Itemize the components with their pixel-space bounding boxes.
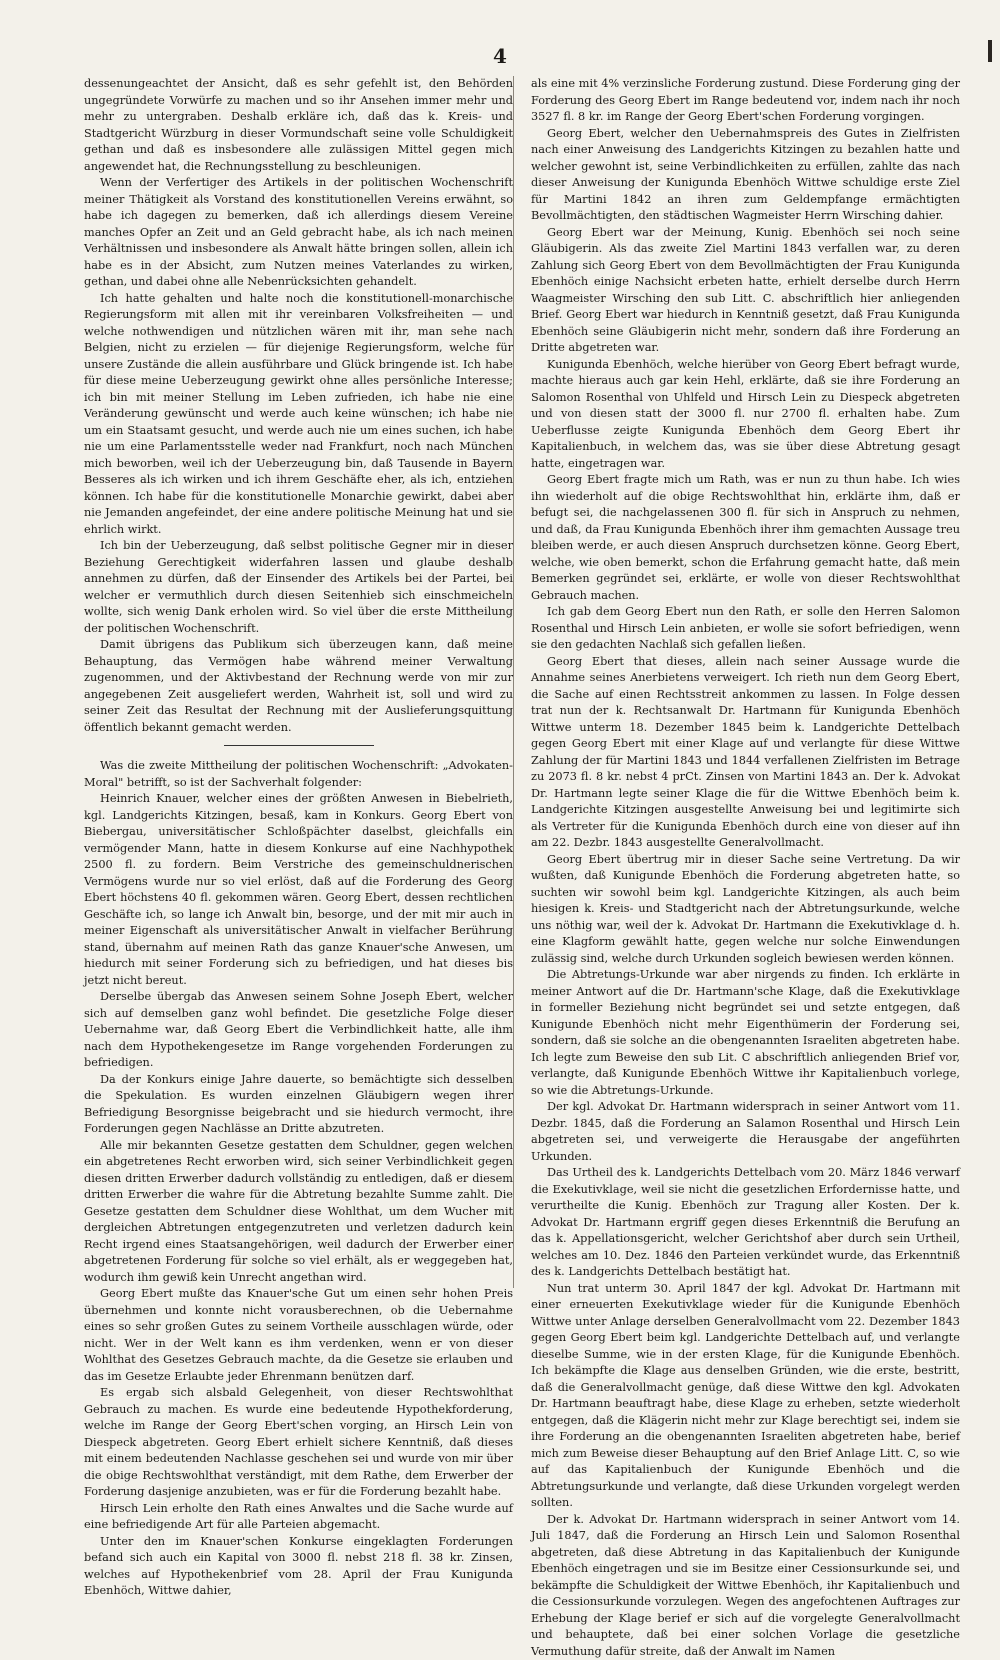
paragraph: Die Abtretungs-Urkunde war aber nirgends zu finden. Ich erklärte in meiner Antwort auf die Dr. Hartmann'sche Klage, daß die Exekutivklage in formeller Beziehung nicht begründet sei und setzte entgegen, daß Kunigunde Ebenhöch nicht mehr Eigenthümerin der Forderung sei, sondern, daß sie solche an die obengenannten Israeliten abgetreten habe. Ich legte zum Beweise den sub Lit. C abschriftlich anliegenden Brief vor, verlangte, daß Kunigunde Ebenhöch Wittwe ihr Kapitalienbuch vorlege, so wie die Abtretungs-Urkunde. (531, 967, 960, 1099)
corner-mark (988, 40, 992, 62)
paragraph: Georg Ebert war der Meinung, Kunig. Ebenhöch sei noch seine Gläubigerin. Als das zweite Ziel Martini 1843 verfallen war, zu deren Zahlung sich Georg Ebert von dem Bevollmächtigten der Frau Kunigunda Ebenhöch einige Nachsicht erbeten hatte, erhielt derselbe durch Herrn Waagmeister Wirsching den sub Litt. C. abschriftlich hier anliegenden Brief. Georg Ebert war hiedurch in Kenntniß gesetzt, daß Frau Kunigunda Ebenhöch seine Gläubigerin nicht mehr, sondern daß ihre Forderung an Dritte abgetreten war. (531, 225, 960, 357)
paragraph: Georg Ebert fragte mich um Rath, was er nun zu thun habe. Ich wies ihn wiederholt auf die obige Rechtswohlthat hin, erklärte ihm, daß er befugt sei, die nachgelassenen 300 fl. für sich in Anspruch zu nehmen, und daß, da Frau Kunigunda Ebenhöch ihrer ihm gemachten Aussage treu bleiben werde, er auch diesen Anspruch durchsetzen könne. Georg Ebert, welche, wie oben bemerkt, schon die Erfahrung gemacht hatte, daß mein Bemerken gegründet sei, erklärte, er wolle von dieser Rechtswohlthat Gebrauch machen. (531, 472, 960, 604)
paragraph: Georg Ebert übertrug mir in dieser Sache seine Vertretung. Da wir wußten, daß Kunigunde Ebenhöch die Forderung abgetreten hatte, so suchten wir sowohl beim kgl. Landgerichte Kitzingen, als auch beim hiesigen k. Kreis- und Stadtgericht nach der Abtretungsurkunde, welche uns nöthig war, weil der k. Advokat Dr. Hartmann die Exekutivklage d. h. eine Klagform gewählt hatte, gegen welche nur solche Einwendungen zulässig sind, welche durch Urkunden sogleich bewiesen werden können. (531, 852, 960, 968)
paragraph: Wenn der Verfertiger des Artikels in der politischen Wochenschrift meiner Thätigkeit als Vorstand des konstitutionellen Vereins erwähnt, so habe ich dagegen zu bemerken, daß ich allerdings diesem Vereine manches Opfer an Zeit und an Geld gebracht habe, als ich nach meinen Verhältnissen und insbesondere als Anwalt hätte bringen sollen, allein ich habe es in der Absicht, zum Nutzen meines Vaterlandes zu wirken, gethan, und dabei ohne alle Nebenrücksichten gehandelt. (84, 175, 513, 291)
paragraph: Der kgl. Advokat Dr. Hartmann widersprach in seiner Antwort vom 11. Dezbr. 1845, daß die Forderung an Salamon Rosenthal und Hirsch Lein abgetreten sei, und verweigerte die Herausgabe der angeführten Urkunden. (531, 1099, 960, 1165)
left-column (84, 76, 513, 1288)
paragraph: Hirsch Lein erholte den Rath eines Anwaltes und die Sache wurde auf eine befriedigende Art für alle Parteien abgemacht. (84, 1501, 513, 1534)
section-rule (224, 745, 374, 746)
paragraph: Nun trat unterm 30. April 1847 der kgl. Advokat Dr. Hartmann mit einer erneuerten Exekutivklage wieder für die Kunigunde Ebenhöch Wittwe unter Anlage derselben Generalvollmacht vom 22. Dezember 1843 gegen Georg Ebert beim kgl. Landgerichte Dettelbach auf, und verlangte dieselbe Summe, wie in der ersten Klage, für die Kunigunde Ebenhöch. Ich bekämpfte die Klage aus denselben Gründen, wie die erste, bestritt, daß die Generalvollmacht genüge, daß diese Wittwe den kgl. Advokaten Dr. Hartmann beauftragt habe, diese Klage zu erheben, setzte wiederholt entgegen, daß die Klägerin nicht mehr zur Klage berechtigt sei, indem sie ihre Forderung an die obengenannten Israeliten abgetreten habe, berief mich zum Beweise dieser Behauptung auf den Brief Anlage Litt. C, so wie auf das Kapitalienbuch der Kunigunde Ebenhöch und die Abtretungsurkunde und verlangte, daß diese Urkunden vorgelegt werden sollten. (531, 1281, 960, 1512)
page-number: 4 (0, 44, 1000, 68)
paragraph: Da der Konkurs einige Jahre dauerte, so bemächtigte sich desselben die Spekulation. Es wurden einzelnen Gläubigern wegen ihrer Befriedigung Besorgnisse beigebracht und sie hiedurch vermocht, ihre Forderungen gegen Nachlässe an Dritte abzutreten. (84, 1072, 513, 1138)
paragraph: Damit übrigens das Publikum sich überzeugen kann, daß meine Behauptung, das Vermögen habe während meiner Verwaltung zugenommen, und der Aktivbestand der Rechnung werde von mir zur angegebenen Zeit ausgeliefert werden, Wahrheit ist, soll und wird zu seiner Zeit das Resultat der Rechnung mit der Auslieferungsquittung öffentlich bekannt gemacht werden. (84, 637, 513, 736)
paragraph: Ich gab dem Georg Ebert nun den Rath, er solle den Herren Salomon Rosenthal und Hirsch Lein anbieten, er wolle sie sofort befriedigen, wenn sie den gedachten Nachlaß sich gefallen ließen. (531, 604, 960, 654)
right-column (531, 76, 960, 1288)
text-columns (84, 76, 960, 1288)
paragraph: Derselbe übergab das Anwesen seinem Sohne Joseph Ebert, welcher sich auf demselben ganz wohl befindet. Die gesetzliche Folge dieser Uebernahme war, daß Georg Ebert die Verbindlichkeit hatte, alle ihm nach dem Hypothekengesetze im Range vorgehenden Forderungen zu befriedigen. (84, 989, 513, 1072)
paragraph: Georg Ebert, welcher den Uebernahmspreis des Gutes in Zielfristen nach einer Anweisung des Landgerichts Kitzingen zu bezahlen hatte und welcher gewohnt ist, seine Verbindlichkeiten zu erfüllen, zahlte das nach dieser Anweisung der Kunigunda Ebenhöch Wittwe schuldige erste Ziel für Martini 1842 an ihren zum Geldempfange ermächtigten Bevollmächtigten, den städtischen Wagmeister Herrn Wirsching dahier. (531, 126, 960, 225)
paragraph: Georg Ebert that dieses, allein nach seiner Aussage wurde die Annahme seines Anerbietens verweigert. Ich rieth nun dem Georg Ebert, die Sache auf einen Rechtsstreit ankommen zu lassen. In Folge dessen trat nun der k. Rechtsanwalt Dr. Hartmann für Kunigunda Ebenhöch Wittwe unterm 18. Dezember 1845 beim k. Landgerichte Dettelbach gegen Georg Ebert mit einer Klage auf und verlangte für diese Wittwe Zahlung der für Martini 1843 und 1844 verfallenen Zielfristen im Betrage zu 2073 fl. 8 kr. nebst 4 prCt. Zinsen von Martini 1843 an. Der k. Advokat Dr. Hartmann legte seiner Klage die für die Wittwe Ebenhöch beim k. Landgerichte Kitzingen ausgestellte Anweisung bei und legitimirte sich als Vertreter für die Kunigunda Ebenhöch durch eine von dieser auf ihn am 22. Dezbr. 1843 ausgestellte Generalvollmacht. (531, 654, 960, 852)
paragraph: Der k. Advokat Dr. Hartmann widersprach in seiner Antwort vom 14. Juli 1847, daß die Forderung an Hirsch Lein und Salomon Rosenthal abgetreten, daß diese Abtretung in das Kapitalienbuch der Kunigunde Ebenhöch eingetragen und sie im Besitze einer Cessionsurkunde sei, und bekämpfte die Schuldigkeit der Wittwe Ebenhöch, ihr Kapitalienbuch und die Cessionsurkunde vorzulegen. Wegen des angefochtenen Auftrages zur Erhebung der Klage berief er sich auf die vorgelegte Generalvollmacht und behauptete, daß bei einer solchen Vorlage die gesetzliche Vermuthung dafür streite, daß der Anwalt im Namen (531, 1512, 960, 1660)
paragraph: Unter den im Knauer'schen Konkurse eingeklagten Forderungen befand sich auch ein Kapital von 3000 fl. nebst 218 fl. 38 kr. Zinsen, welches auf Hypothekenbrief vom 28. April der Frau Kunigunda Ebenhöch, Wittwe dahier, (84, 1534, 513, 1600)
paragraph: Das Urtheil des k. Landgerichts Dettelbach vom 20. März 1846 verwarf die Exekutivklage, weil sie nicht die gesetzlichen Erfordernisse hatte, und verurtheilte die Kunig. Ebenhöch zur Tragung aller Kosten. Der k. Advokat Dr. Hartmann ergriff gegen dieses Erkenntniß die Berufung an das k. Appellationsgericht, welcher Gerichtshof aber durch sein Urtheil, welches am 10. Dez. 1846 den Parteien verkündet wurde, das Erkenntniß des k. Landgerichts Dettelbach bestätigt hat. (531, 1165, 960, 1281)
paragraph: Kunigunda Ebenhöch, welche hierüber von Georg Ebert befragt wurde, machte hieraus auch gar kein Hehl, erklärte, daß sie ihre Forderung an Salomon Rosenthal von Uhlfeld und Hirsch Lein zu Diespeck abgetreten und von diesen statt der 3000 fl. nur 2700 fl. erhalten habe. Zum Ueberflusse zeigte Kunigunda Ebenhöch dem Georg Ebert ihr Kapitalienbuch, in welchem das, was sie über diese Abtretung gesagt hatte, eingetragen war. (531, 357, 960, 473)
paragraph: Georg Ebert mußte das Knauer'sche Gut um einen sehr hohen Preis übernehmen und konnte nicht vorausberechnen, ob die Uebernahme eines so sehr großen Gutes zu seinem Vortheile ausschlagen würde, oder nicht. Wer in der Welt kann es ihm verdenken, wenn er von dieser Wohlthat des Gesetzes Gebrauch machte, da die Gesetze sie erlauben und das im Gesetze Erlaubte jeder Ehrenmann benützen darf. (84, 1286, 513, 1385)
paragraph: Es ergab sich alsbald Gelegenheit, von dieser Rechtswohlthat Gebrauch zu machen. Es wurde eine bedeutende Hypothekforderung, welche im Range der Georg Ebert'schen vorging, an Hirsch Lein von Diespeck abgetreten. Georg Ebert erhielt sichere Kenntniß, daß dieses mit einem bedeutenden Nachlasse geschehen sei und wurde von mir über die obige Rechtswohlthat verständigt, mit dem Rathe, dem Erwerber der Forderung dasjenige anzubieten, was er für die Forderung bezahlt habe. (84, 1385, 513, 1501)
paragraph: dessenungeachtet der Ansicht, daß es sehr gefehlt ist, den Behörden ungegründete Vorwürfe zu machen und so ihr Ansehen immer mehr und mehr zu untergraben. Deshalb erkläre ich, daß das k. Kreis- und Stadtgericht Würzburg in dieser Vormundschaft seine volle Schuldigkeit gethan und daß es insbesondere alle zulässigen Mittel gegen mich angewendet hat, die Rechnungsstellung zu beschleunigen. (84, 76, 513, 175)
paragraph: Alle mir bekannten Gesetze gestatten dem Schuldner, gegen welchen ein abgetretenes Recht erworben wird, sich seiner Verbindlichkeit gegen diesen dritten Erwerber dadurch vollständig zu entledigen, daß er diesem dritten Erwerber die wahre für die Abtretung bezahlte Summe zahlt. Die Gesetze gestatten dem Schuldner diese Wohlthat, um dem Wucher mit dergleichen Abtretungen entgegenzutreten und verletzen dadurch kein Recht irgend eines Staatsangehörigen, weil dadurch der Erwerber einer abgetretenen Forderung für solche so viel erhält, als er weggegeben hat, wodurch ihm gewiß kein Unrecht angethan wird. (84, 1138, 513, 1287)
paragraph: Ich hatte gehalten und halte noch die konstitutionell-monarchische Regierungsform mit allen mit ihr vereinbaren Volksfreiheiten — und welche nothwendigen und nützlichen wären mit ihr, man sehe nach Belgien, nicht zu erzielen — für diejenige Regierungsform, welche für unsere Zustände die allein ausführbare und Glück bringende ist. Ich habe für diese meine Ueberzeugung gewirkt ohne alles persönliche Interesse; ich bin mit meiner Stellung im Leben zufrieden, ich habe nie eine Veränderung gewünscht und werde auch keine wünschen; ich habe nie um ein Staatsamt gesucht, und werde auch nie um eines suchen, ich habe nie um eine Parlamentsstelle weder nad Frankfurt, noch nach München mich beworben, weil ich der Ueberzeugung bin, daß Tausende in Bayern Besseres als ich wirken und ich ihrem Geschäfte eher, als ich, entziehen können. Ich habe für die konstitutionelle Monarchie gewirkt, dabei aber nie Jemanden angefeindet, der eine andere politische Meinung hat und sie ehrlich wirkt. (84, 291, 513, 539)
paragraph: Ich bin der Ueberzeugung, daß selbst politische Gegner mir in dieser Beziehung Gerechtigkeit widerfahren lassen und glaube deshalb annehmen zu dürfen, daß der Einsender des Artikels bei der Partei, bei welcher er vermuthlich durch diesen Seitenhieb sich einschmeicheln wollte, sich wenig Dank erholen wird. So viel über die erste Mittheilung der politischen Wochenschrift. (84, 538, 513, 637)
paragraph: Heinrich Knauer, welcher eines der größten Anwesen in Biebelrieth, kgl. Landgerichts Kitzingen, besaß, kam in Konkurs. Georg Ebert von Biebergau, universitätischer Schloßpächter daselbst, gleichfalls ein vermögender Mann, hatte in diesem Konkurse auf eine Nachhypothek 2500 fl. zu fordern. Beim Verstriche des gemeinschuldnerischen Vermögens wurde nur so viel erlöst, daß auf die Forderung des Georg Ebert höchstens 40 fl. gekommen wären. Georg Ebert, dessen rechtlichen Geschäfte ich, so lange ich Anwalt bin, besorge, und der mit mir auch in meiner Eigenschaft als universitätischer Anwalt in vielfacher Berührung stand, übernahm auf meinen Rath das ganze Knauer'sche Anwesen, um hiedurch mit seiner Forderung sich zu befriedigen, und hat dieses bis jetzt nicht bereut. (84, 791, 513, 989)
paragraph: Was die zweite Mittheilung der politischen Wochenschrift: „Advokaten-Moral" betrifft, so ist der Sachverhalt folgender: (84, 758, 513, 791)
paragraph: als eine mit 4% verzinsliche Forderung zustund. Diese Forderung ging der Forderung des Georg Ebert im Range bedeutend vor, indem nach ihr noch 3527 fl. 8 kr. im Range der Georg Ebert'schen Forderung vorgingen. (531, 76, 960, 126)
